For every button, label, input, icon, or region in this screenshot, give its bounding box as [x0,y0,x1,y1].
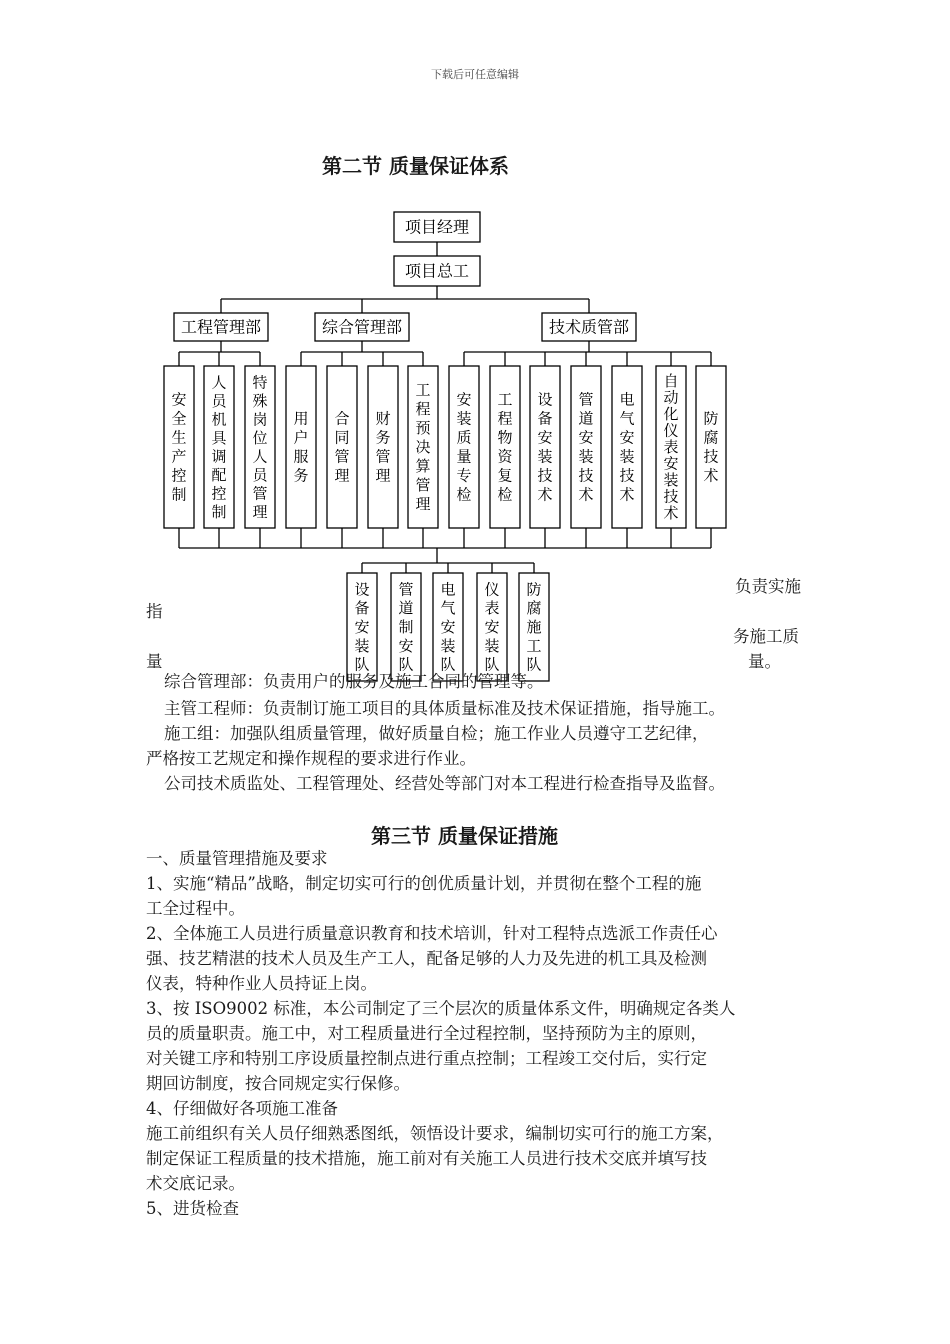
para-line: 主管工程师：负责制订施工项目的具体质量标准及技术保证措施，指导施工。 [164,699,725,718]
section3-title: 第三节 质量保证措施 [371,824,558,848]
team-label: 管道制安队 [398,580,414,674]
function-label: 设备安装技术 [537,390,553,504]
para-line: 1、实施“精品”战略，制定切实可行的创优质量计划，并贯彻在整个工程的施 [146,874,702,893]
team-label: 防腐施工队 [526,580,542,674]
chief-engineer-label: 项目总工 [404,261,470,281]
team-label: 设备安装队 [354,580,370,674]
para-line: 公司技术质监处、工程管理处、经营处等部门对本工程进行检查指导及监督。 [164,774,725,793]
project-manager-label: 项目经理 [404,217,470,237]
fragment-right-3: 量。 [748,652,781,671]
team-label: 电气安装队 [440,580,456,674]
fragment-right-2: 务施工质 [733,627,799,646]
function-label: 管道安装技术 [578,390,594,504]
para-line: 3、按 ISO9002 标准，本公司制定了三个层次的质量体系文件，明确规定各类人 [146,999,736,1018]
para-line: 5、进货检查 [146,1199,239,1218]
para-line: 工全过程中。 [146,899,245,918]
para-line: 施工前组织有关人员仔细熟悉图纸，领悟设计要求，编制切实可行的施工方案， [146,1124,724,1143]
para-line: 强、技艺精湛的技术人员及生产工人，配备足够的人力及先进的机工具及检测 [146,949,707,968]
header-note: 下载后可任意编辑 [431,68,519,81]
para-line: 术交底记录。 [146,1174,245,1193]
para-line: 期回访制度，按合同规定实行保修。 [146,1074,410,1093]
department-label: 技术质管部 [548,317,630,337]
body-block-1 [146,696,816,796]
partial-hidden-line: 综合管理部：负责用户的服务及施工合同的管理等。 [164,672,544,691]
function-label: 电气安装技术 [619,390,635,504]
section2-title: 第二节 质量保证体系 [322,154,509,178]
para-line: 4、仔细做好各项施工准备 [146,1099,338,1118]
para-line: 一、质量管理措施及要求 [146,849,328,868]
para-line: 严格按工艺规定和操作规程的要求进行作业。 [146,749,476,768]
function-label: 用户服务 [293,409,309,485]
function-label: 安全生产控制 [171,390,187,504]
para-line: 制定保证工程质量的技术措施，施工前对有关施工人员进行技术交底并填写技 [146,1149,707,1168]
para-line: 对关键工序和特别工序设质量控制点进行重点控制；工程竣工交付后，实行定 [146,1049,707,1068]
team-label: 仪表安装队 [484,580,500,674]
function-label: 自动化仪表安装技术 [663,372,679,522]
function-label: 工程物资复检 [497,390,513,504]
function-label: 特殊岗位人员管理 [252,373,268,521]
body-block-2 [146,846,816,1221]
function-label: 安装质量专检 [456,390,472,504]
department-label: 工程管理部 [180,317,262,337]
para-line: 仪表，特种作业人员持证上岗。 [146,974,377,993]
function-label: 防腐技术 [703,409,719,485]
department-label: 综合管理部 [321,317,403,337]
function-label: 合同管理 [334,409,350,485]
fragment-right-1: 负责实施 [735,577,801,596]
function-label: 工程预决算管理 [415,381,431,513]
fragment-left-2: 量 [146,652,163,671]
para-line: 2、全体施工人员进行质量意识教育和技术培训，针对工程特点选派工作责任心 [146,924,718,943]
fragment-left-1: 指 [146,602,163,621]
para-line: 员的质量职责。施工中，对工程质量进行全过程控制，坚持预防为主的原则， [146,1024,707,1043]
para-line: 施工组：加强队组质量管理，做好质量自检；施工作业人员遵守工艺纪律， [164,724,709,743]
function-label: 财务管理 [375,409,391,485]
function-label: 人员机具调配控制 [211,373,227,521]
